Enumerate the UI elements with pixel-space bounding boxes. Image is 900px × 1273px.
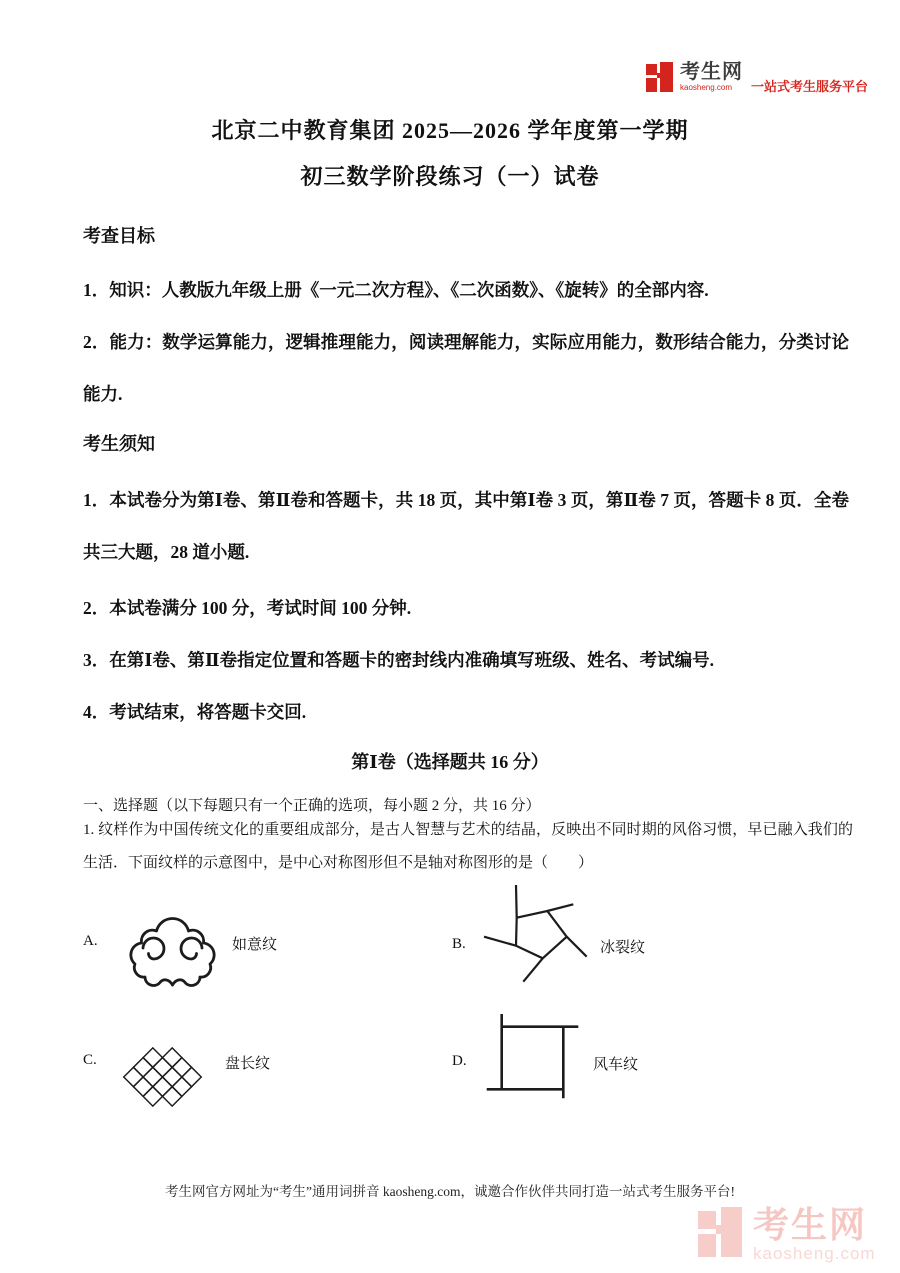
watermark-domain: kaosheng.com: [753, 1244, 876, 1263]
logo-text-block: [680, 62, 743, 92]
paper-title-line2: 初三数学阶段练习（一）试卷: [300, 164, 600, 189]
option-a-caption: 如意纹: [232, 937, 278, 953]
option-c-caption: 盘长纹: [225, 1056, 271, 1072]
notice-item-1: 1．本试卷分为第Ⅰ卷、第Ⅱ卷和答题卡，共 18 页，其中第Ⅰ卷 3 页，第Ⅱ卷 7 页，答题卡 8 页．全卷共三大题，28 道小题.: [83, 490, 849, 562]
exam-goal-item-2: 2．能力：数学运算能力，逻辑推理能力，阅读理解能力，实际应用能力，数形结合能力，分类讨论能力.: [83, 332, 849, 404]
footer-text: 考生网官方网址为“考生”通用词拼音 kaosheng.com，诚邀合作伙伴共同打造一站式考生服务平台!: [165, 1184, 735, 1199]
notice-item-2: 2．本试卷满分 100 分，考试时间 100 分钟.: [83, 598, 412, 618]
endless-knot-pattern-figure: [115, 1042, 210, 1112]
kaosheng-watermark: [698, 1204, 876, 1263]
ice-crack-pattern-figure: [470, 875, 595, 987]
watermark-text-block: [753, 1204, 876, 1263]
paper-title-line1: 北京二中教育集团 2025—2026 学年度第一学期: [211, 118, 689, 143]
option-a-label: A.: [83, 933, 98, 949]
notice-item-4: 4．考试结束，将答题卡交回.: [83, 702, 307, 722]
watermark-site-name: 考生网: [753, 1204, 868, 1245]
notices-heading: 考生须知: [83, 434, 155, 454]
kaosheng-logo-icon: [646, 62, 676, 94]
logo-domain: kaosheng.com: [680, 83, 733, 92]
ruyi-pattern-figure: [115, 896, 230, 992]
section-1-heading: 第Ⅰ卷（选择题共 16 分）: [351, 752, 549, 772]
logo-tagline: 一站式考生服务平台: [751, 79, 869, 94]
pinwheel-pattern-figure: [440, 1000, 590, 1112]
notice-item-3: 3．在第Ⅰ卷、第Ⅱ卷指定位置和答题卡的密封线内准确填写班级、姓名、考试编号.: [83, 650, 715, 670]
question-1-text: 1. 纹样作为中国传统文化的重要组成部分，是古人智慧与艺术的结晶，反映出不同时期的风俗习惯，早已融入我们的生活．下面纹样的示意图中，是中心对称图形但不是轴对称图形的是（ ）: [83, 822, 853, 871]
option-b-caption: 冰裂纹: [600, 940, 646, 956]
exam-goal-item-1: 1．知识：人教版九年级上册《一元二次方程》、《二次函数》、《旋转》的全部内容.: [83, 280, 709, 300]
exam-goals-heading: 考查目标: [83, 226, 155, 246]
option-d-label: D.: [452, 1053, 467, 1069]
kaosheng-watermark-icon: [698, 1207, 746, 1259]
option-d-caption: 风车纹: [593, 1057, 639, 1073]
section-1-instruction: 一、选择题（以下每题只有一个正确的选项，每小题 2 分，共 16 分）: [83, 798, 541, 814]
option-b-label: B.: [452, 936, 466, 952]
option-c-label: C.: [83, 1052, 97, 1068]
logo-site-name: 考生网: [680, 61, 743, 83]
kaosheng-logo: [646, 62, 868, 95]
